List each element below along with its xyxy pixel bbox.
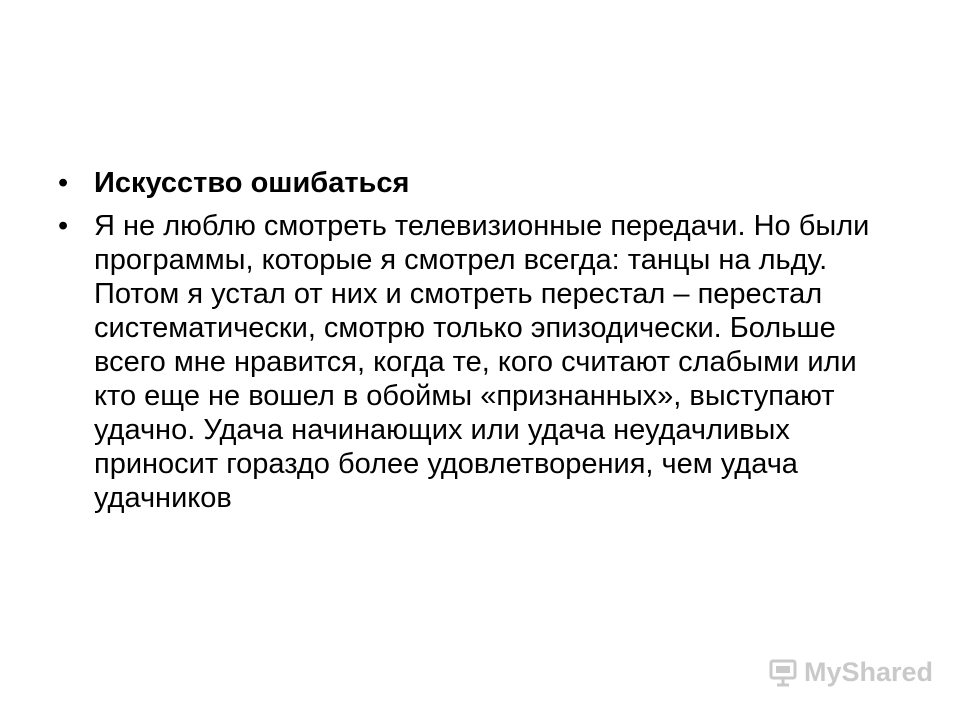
bullet-list (58, 166, 878, 524)
presentation-board-icon (768, 658, 798, 688)
body-paragraph: Я не люблю смотреть телевизионные передачи. Но были программы, которые я смотрел всегда: танцы на льду. Потом я устал от них и смотреть перестал – перестал систематически, смотрю только эпизодически. Больше всего мне нравится, когда те, кого считают слабыми или кто еще не вошел в обоймы «признанных», выступают удачно. Удача начинающих или удача неудачливых приносит гораздо более удовлетворения, чем удача удачников (94, 210, 870, 514)
slide-title: Искусство ошибаться (94, 167, 410, 199)
bullet-marker: • (58, 167, 69, 199)
bullet-item-title (58, 166, 878, 200)
bullet-marker: • (58, 210, 69, 242)
watermark-text: MyShared (804, 657, 934, 687)
bullet-item-body (58, 209, 878, 515)
watermark-logo (768, 657, 933, 688)
